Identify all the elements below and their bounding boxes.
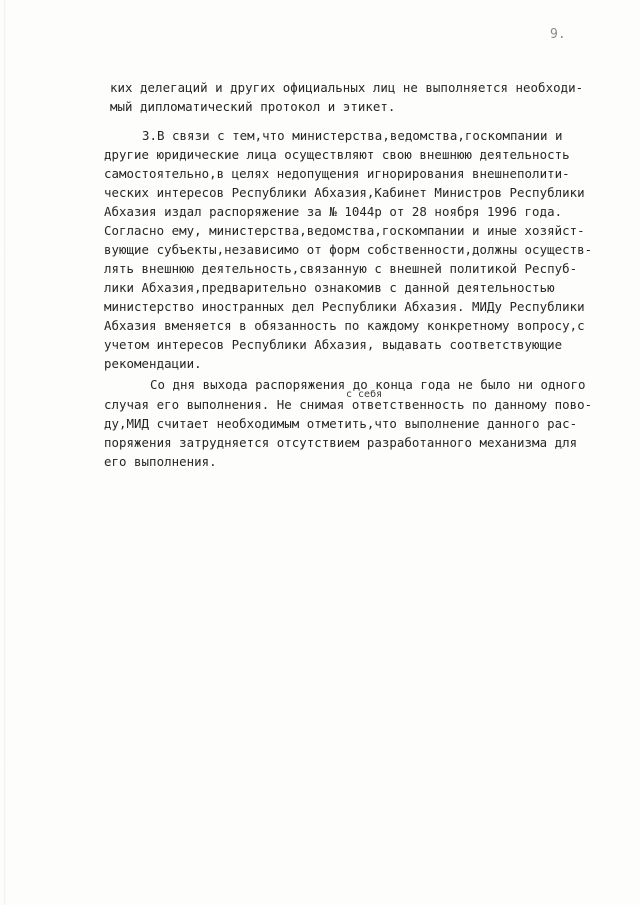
text-line: Согласно ему, министерства,ведомства,госкомпании и иные хозяйст- xyxy=(104,223,585,238)
text-line: другие юридические лица осуществляют свою внешнюю деятельность xyxy=(104,147,570,162)
text-line: Со дня выхода распоряжения до конца года не было ни одного xyxy=(150,377,586,392)
text-line: ду,МИД считает необходимым отметить,что выполнение данного рас- xyxy=(104,416,578,431)
text-line: Абхазия вменяется в обязанность по каждому конкретному вопросу,с xyxy=(104,318,585,333)
page-edge-shadow xyxy=(4,0,6,905)
text-line: ческих интересов Республики Абхазия,Кабинет Министров Республики xyxy=(104,185,585,200)
page-number: 9. xyxy=(550,27,566,42)
text-line: министерство иностранных дел Республики Абхазия. МИДу Республики xyxy=(104,299,585,314)
text-line: его выполнения. xyxy=(104,454,217,469)
text-line: случая его выполнения. Не снимая ответственность по данному пово- xyxy=(104,397,593,412)
text-line: самостоятельно,в целях недопущения игнорирования внешнеполити- xyxy=(104,166,570,181)
text-line: поряжения затрудняется отсутствием разработанного механизма для xyxy=(104,435,578,450)
text-line: лики Абхазия,предварительно ознакомив с данной деятельностью xyxy=(104,280,555,295)
text-line: Абхазия издал распоряжение за № 1044р от 28 ноября 1996 года. xyxy=(104,204,563,219)
text-line: 3.В связи с тем,что министерства,ведомства,госкомпании и xyxy=(142,128,563,143)
handwritten-insertion: с себя xyxy=(346,389,383,400)
text-line: лять внешнюю деятельность,связанную с внешней политикой Респуб- xyxy=(104,261,578,276)
text-line: ких делегаций и других официальных лиц не выполняется необходи- xyxy=(110,80,584,95)
text-line: учетом интересов Республики Абхазия, выдавать соответствующие xyxy=(104,337,563,352)
text-line: мый дипломатический протокол и этикет. xyxy=(110,99,396,114)
text-line: рекомендации. xyxy=(104,356,202,371)
text-line: вующие субъекты,независимо от форм собственности,должны осуществ- xyxy=(104,242,593,257)
